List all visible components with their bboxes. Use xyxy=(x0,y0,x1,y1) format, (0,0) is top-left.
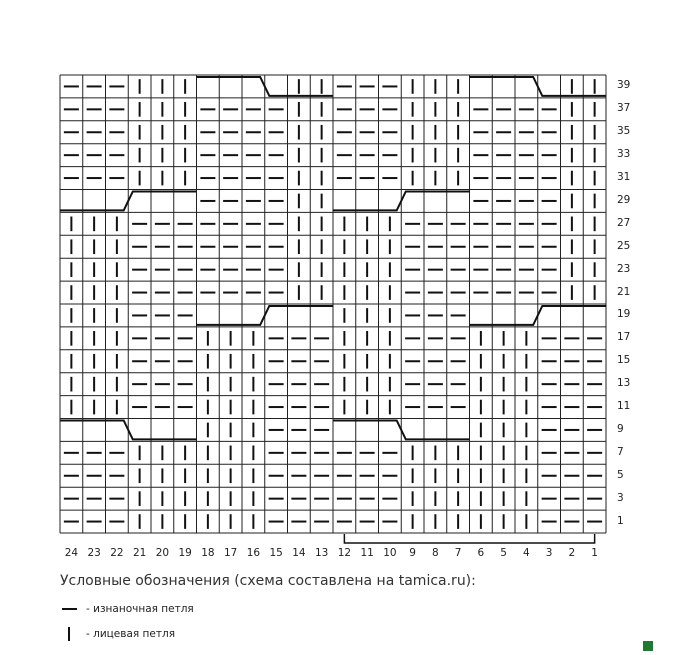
legend-purl-label: - изнаночная петля xyxy=(86,603,194,615)
row-label: 21 xyxy=(617,285,631,298)
row-label: 17 xyxy=(617,331,631,344)
row-label: 33 xyxy=(617,148,631,161)
column-label: 7 xyxy=(454,547,462,559)
column-label: 19 xyxy=(178,547,192,559)
column-label: 9 xyxy=(409,547,416,559)
row-label: 11 xyxy=(617,400,631,413)
row-label: 29 xyxy=(617,193,631,206)
row-label: 39 xyxy=(617,79,631,92)
row-label: 31 xyxy=(617,171,631,184)
row-label: 25 xyxy=(617,239,631,252)
row-label: 15 xyxy=(617,354,631,367)
purl-dash-icon xyxy=(62,601,80,617)
column-label: 13 xyxy=(314,547,329,559)
column-label: 2 xyxy=(568,547,576,559)
column-label: 15 xyxy=(269,547,283,559)
column-label: 23 xyxy=(87,547,101,559)
legend-knit-label: - лицевая петля xyxy=(86,628,176,640)
legend-item-knit xyxy=(62,626,175,642)
column-label: 20 xyxy=(155,547,170,559)
row-label: 37 xyxy=(617,102,631,115)
column-label: 11 xyxy=(360,547,374,559)
column-label: 5 xyxy=(500,547,507,559)
column-label: 8 xyxy=(432,547,439,559)
legend-item-purl xyxy=(62,601,194,617)
repeat-bracket-line xyxy=(344,534,594,543)
row-label: 9 xyxy=(617,422,624,435)
column-label: 24 xyxy=(64,547,79,559)
repeat-bracket xyxy=(344,534,594,543)
row-label: 3 xyxy=(617,491,624,504)
column-label: 6 xyxy=(477,547,485,559)
brand-square-icon xyxy=(643,641,653,651)
column-label: 17 xyxy=(223,547,238,559)
row-label: 1 xyxy=(617,514,624,527)
row-label: 27 xyxy=(617,216,631,229)
column-label: 12 xyxy=(337,547,352,559)
column-label: 18 xyxy=(201,547,215,559)
column-label: 10 xyxy=(383,547,397,559)
column-label: 3 xyxy=(545,547,553,559)
column-label: 14 xyxy=(292,547,306,559)
row-label: 7 xyxy=(617,445,624,458)
column-label: 16 xyxy=(246,547,261,559)
row-label: 35 xyxy=(617,125,631,138)
knit-bar-icon xyxy=(62,626,80,642)
row-label: 5 xyxy=(617,468,624,481)
column-label: 21 xyxy=(132,547,147,559)
chart-grid xyxy=(60,75,606,533)
column-label: 1 xyxy=(591,547,598,559)
row-label: 19 xyxy=(617,308,631,321)
column-label: 4 xyxy=(523,547,530,559)
row-label: 13 xyxy=(617,377,631,390)
legend-caption: Условные обозначения (схема составлена на tamica.ru): xyxy=(60,573,476,589)
row-label: 23 xyxy=(617,262,631,275)
column-label: 22 xyxy=(110,547,124,559)
